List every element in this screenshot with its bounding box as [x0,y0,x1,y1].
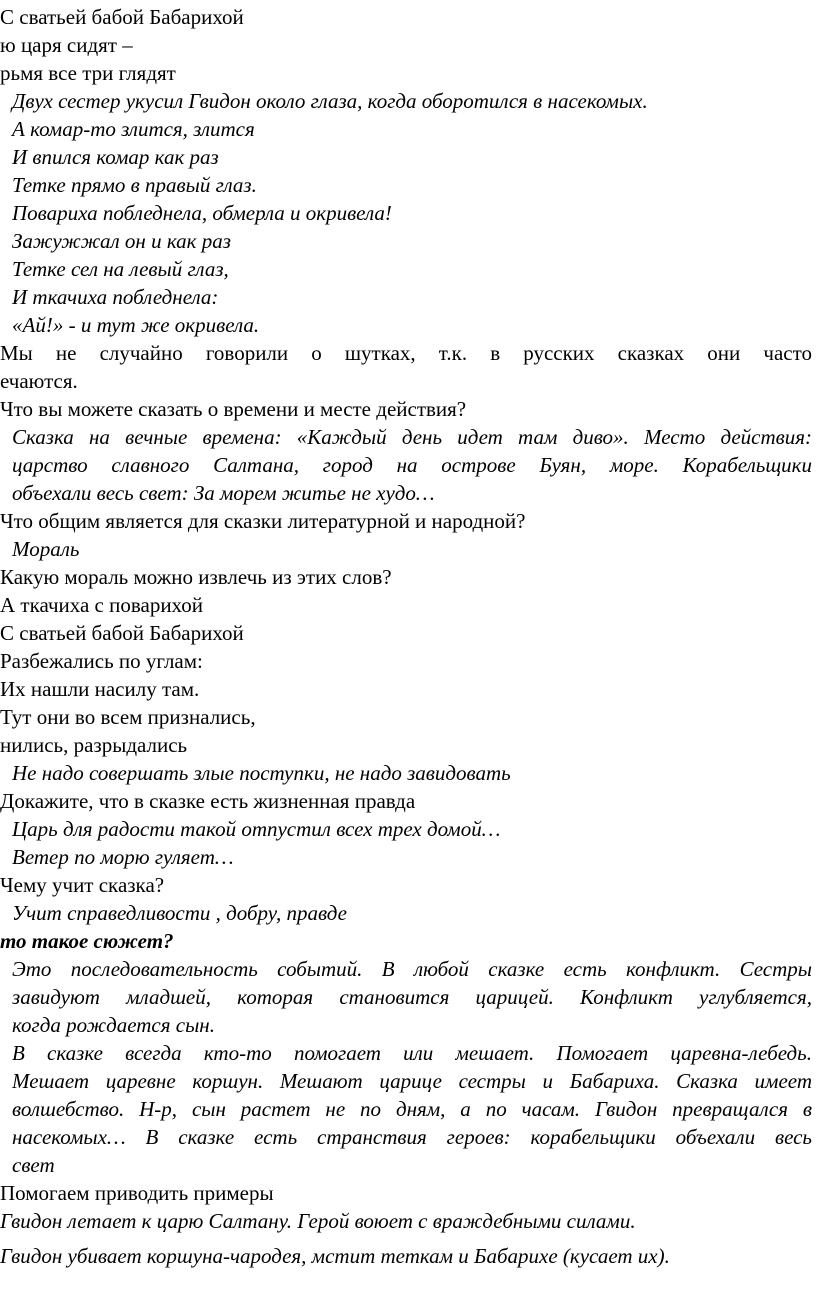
answer-line: Царь для радости такой отпустил всех трех домой… [12,817,501,841]
verse-line: Их нашли насилу там. [0,677,200,701]
answer-line: Гвидон убивает коршуна-чародея, мстит теткам и Бабарихе (кусает их). [0,1244,670,1268]
answer-line: Двух сестер укусил Гвидон около глаза, когда оборотился в насекомых. [12,89,648,113]
paragraph-line: Мы не случайно говорили о шутках, т.к. в русских сказках они часто [0,341,812,365]
verse-line: рьмя все три глядят [0,61,176,85]
answer-line: В сказке всегда кто-то помогает или мешает. Помогает царевна-лебедь. [12,1041,812,1065]
question-line: Помогаем приводить примеры [0,1181,274,1205]
question-heading: то такое сюжет? [0,929,174,953]
verse-line: Тетке прямо в правый глаз. [12,173,257,197]
answer-line: Учит справедливости , добру, правде [12,901,347,925]
answer-line: царство славного Салтана, город на острове Буян, море. Корабельщики [12,453,812,477]
answer-line: Мешает царевне коршун. Мешают царице сестры и Бабариха. Сказка имеет [12,1069,812,1093]
answer-line: волшебство. Н-р, сын растет не по дням, а по часам. Гвидон превращался в [12,1097,812,1121]
question-line: Что вы можете сказать о времени и месте действия? [0,397,467,421]
verse-line: Зажужжал он и как раз [12,229,231,253]
answer-line: Не надо совершать злые поступки, не надо завидовать [12,761,511,785]
question-line: Какую мораль можно извлечь из этих слов? [0,565,392,589]
verse-line: И впился комар как раз [12,145,219,169]
verse-line: Тетке сел на левый глаз, [12,257,229,281]
verse-line: А ткачиха с поварихой [0,593,203,617]
answer-line: Это последовательность событий. В любой сказке есть конфликт. Сестры [12,957,812,981]
verse-line: нились, разрыдались [0,733,188,757]
answer-line: когда рождается сын. [12,1013,215,1037]
answer-line: Ветер по морю гуляет… [12,845,234,869]
answer-line: свет [12,1153,55,1177]
verse-line: А комар-то злится, злится [12,117,255,141]
verse-line: ю царя сидят – [0,33,133,57]
answer-line: насекомых… В сказке есть странствия героев: корабельщики объехали весь [12,1125,812,1149]
question-line: Что общим является для сказки литературной и народной? [0,509,526,533]
verse-line: С сватьей бабой Бабарихой [0,5,244,29]
answer-line: Гвидон летает к царю Салтану. Герой воюет с враждебными силами. [0,1209,636,1233]
verse-line: «Ай!» - и тут же окривела. [12,313,260,337]
verse-line: С сватьей бабой Бабарихой [0,621,244,645]
verse-line: Тут они во всем признались, [0,705,256,729]
question-line: Чему учит сказка? [0,873,165,897]
answer-line: Сказка на вечные времена: «Каждый день идет там диво». Место действия: [12,425,812,449]
answer-line: Мораль [12,537,80,561]
verse-line: Разбежались по углам: [0,649,203,673]
answer-line: объехали весь свет: За морем житье не худо… [12,481,435,505]
paragraph-line: ечаются. [0,369,78,393]
answer-line: завидуют младшей, которая становится царицей. Конфликт углубляется, [12,985,812,1009]
verse-line: И ткачиха побледнела: [12,285,219,309]
question-line: Докажите, что в сказке есть жизненная правда [0,789,416,813]
verse-line: Повариха побледнела, обмерла и окривела! [12,201,392,225]
